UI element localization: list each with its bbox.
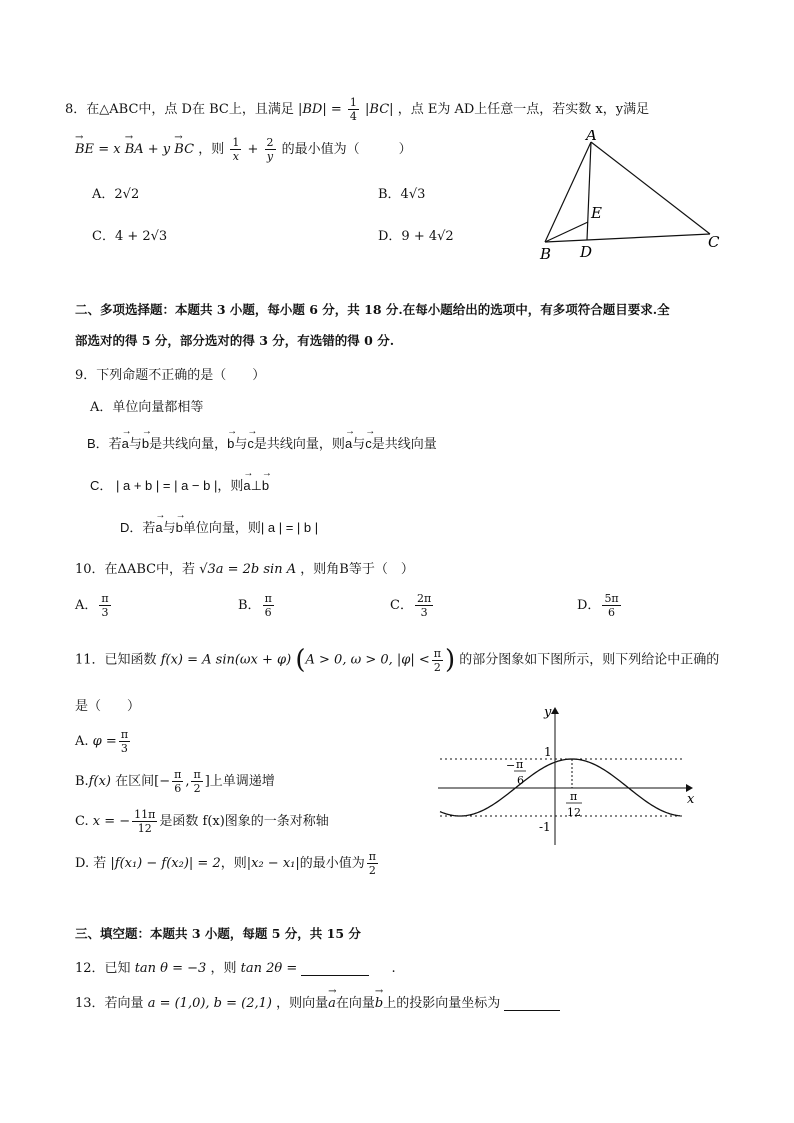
- q11-function: f(x) = A sin(ωx + φ): [160, 652, 292, 668]
- q8-option-c: C．4 + 2√3: [92, 229, 168, 244]
- q8-vec-ba: → BA: [125, 142, 144, 157]
- q8-plus-y: + y: [147, 142, 171, 157]
- q8-bc: |BC|: [365, 102, 394, 117]
- q11-option-c: C. x = − $\frac{11\pi}{12}$ 是函数 f(x)图象的一条对称轴: [75, 808, 329, 835]
- graph-neg-sign: −: [506, 759, 516, 772]
- q10-option-a: A． $\frac{\pi}{3}$: [75, 592, 109, 619]
- q8-text-b: ，点 E为 AD上任意一点，若实数 x，y满足: [397, 102, 650, 117]
- q9-option-d: D．若→ a与→ b单位向量，则| a | = | b |: [120, 517, 318, 536]
- segment-bc: [545, 234, 710, 242]
- q8-frac-1x: $\frac{1}{x}$: [232, 136, 240, 163]
- q11-sine-graph: [430, 700, 700, 850]
- q8-option-a: A．2√2: [92, 187, 140, 202]
- q8-vec-be: → BE: [75, 142, 94, 157]
- q8-line1: [65, 96, 649, 123]
- q13-line: 13．若向量 a = (1,0), b = (2,1) ，则向量→ a在向量→ b上的投影向量坐标为: [75, 992, 560, 1011]
- q11-option-b: B.f(x) 在区间[− $\frac{\pi}{6}$ , $\frac{\pi}{2}$ ]上单调递增: [75, 768, 275, 795]
- q10-option-b: B． $\frac{\pi}{6}$: [238, 592, 272, 619]
- segment-ad: [587, 142, 591, 240]
- q8-triangle-figure: [530, 130, 730, 270]
- q8-option-b: B．4√3: [378, 187, 426, 202]
- q8-vec-bc: → BC: [174, 142, 194, 157]
- section3-title: 三、填空题：本题共 3 小题，每题 5 分，共 15 分: [75, 926, 361, 941]
- q10-option-d: D． $\frac{5\pi}{6}$: [577, 592, 619, 619]
- q8-then: ，则: [198, 142, 225, 157]
- q9-option-b: B．若→ a与→ b是共线向量，→ b与→ c是共线向量，则→ a与→ c是共线向量: [87, 433, 437, 452]
- q8-option-d: D．9 + 4√2: [378, 229, 454, 244]
- segment-ac: [591, 142, 710, 234]
- q8-frac-quarter: $\frac{1}{4}$: [349, 96, 357, 123]
- q10-stem: 10．在ΔABC中，若 √3a = 2b sin A ，则角B等于（ ）: [75, 562, 414, 577]
- label-b: B: [540, 245, 552, 263]
- graph-neg-pi6-num: π: [516, 758, 524, 771]
- q8-text-a: 8．在△ABC中，点 D在 BC上，且满足: [65, 102, 294, 117]
- q13-answer-blank[interactable]: [504, 996, 560, 1011]
- label-a: A: [586, 130, 597, 144]
- label-e: E: [591, 204, 602, 222]
- q8-plus: +: [247, 142, 259, 157]
- q12-answer-blank[interactable]: [301, 961, 369, 976]
- q8-line2: [75, 136, 412, 163]
- section2-line1: 二、多项选择题：本题共 3 小题，每小题 6 分，共 18 分.在每小题给出的选项中，有多项符合题目要求.全: [75, 302, 670, 317]
- q8-eq2: = x: [98, 142, 121, 157]
- graph-neg-pi6-den: 6: [517, 774, 524, 787]
- q8-tail: 的最小值为（ ）: [281, 142, 412, 157]
- segment-be: [545, 222, 588, 242]
- graph-y-label: y: [544, 705, 552, 720]
- q9-stem: 9．下列命题不正确的是（ ）: [75, 368, 266, 383]
- graph-pi12-den: 12: [567, 806, 581, 819]
- graph-x-label: x: [687, 792, 695, 807]
- q10-option-c: C． $\frac{2\pi}{3}$: [390, 592, 432, 619]
- q11-option-d: D. 若 |f(x₁) − f(x₂)| = 2，则|x₂ − x₁|的最小值为 $\frac{\pi}{2}$: [75, 850, 376, 877]
- segment-ab: [545, 142, 591, 242]
- q11-stem: 11．已知函数 f(x) = A sin(ωx + φ) (A > 0, ω > 0, |φ| < $\frac{\pi}{2}$ ) 的部分图象如下图所示，则下列给论中正确的: [75, 645, 720, 675]
- q12-line: 12．已知 tan θ = −3 ，则 tan 2θ = .: [75, 961, 396, 976]
- graph-one-label: 1: [544, 745, 552, 759]
- q8-frac-2y: $\frac{2}{y}$: [266, 136, 274, 163]
- q8-bd: |BD|: [297, 102, 327, 117]
- label-c: C: [708, 233, 720, 251]
- q8-eq: =: [330, 102, 342, 117]
- section2-line2: 部选对的得 5 分，部分选对的得 3 分，有选错的得 0 分.: [75, 333, 395, 348]
- q10-equation: √3a = 2b sin A: [199, 562, 297, 577]
- q9-option-c: C． | a + b | = | a − b |，则→ a⊥→ b: [90, 475, 269, 494]
- q9-option-a: A．单位向量都相等: [90, 400, 204, 415]
- graph-neg-one-label: -1: [539, 820, 551, 834]
- label-d: D: [580, 243, 593, 261]
- graph-pi12-num: π: [570, 790, 578, 803]
- q11-stem-cont: 是（ ）: [75, 699, 141, 714]
- q11-option-a: A. φ = $\frac{\pi}{3}$: [75, 728, 129, 755]
